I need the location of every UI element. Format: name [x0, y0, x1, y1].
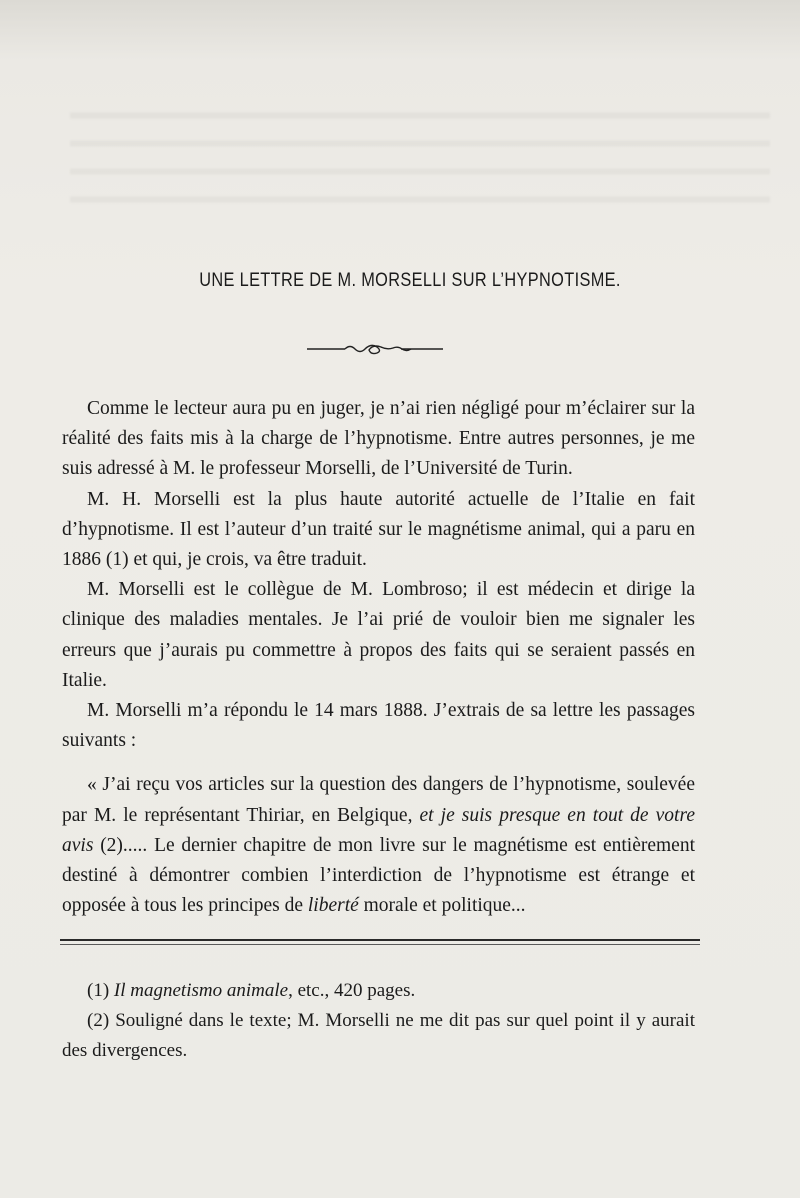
footnote-2-text: Souligné dans le texte; M. Morselli ne me dit pas sur quel point il y aurait des divergences. [62, 1010, 695, 1061]
paragraph-2: M. H. Morselli est la plus haute autorité actuelle de l’Italie en fait d’hypnotisme. Il est l’auteur d’un traité sur le magnétisme animal, qui a paru en 1886 (1) et qui, je crois, va être traduit. [62, 488, 695, 571]
show-through-text [70, 92, 770, 212]
footnote-1-marker: (1) [87, 980, 110, 1001]
footnote-1 [62, 976, 695, 1006]
quote-part-3: morale et politique... [358, 895, 526, 917]
paragraph-3: M. Morselli est le collègue de M. Lombroso; il est médecin et dirige la clinique des maladies mentales. Je l’ai prié de vouloir bien me signaler les erreurs que j’aurais pu commettre à propos des faits qui se seraient passés en Italie. [62, 579, 695, 691]
paragraph-1: Comme le lecteur aura pu en juger, je n’ai rien négligé pour m’éclairer sur la réalité des faits mis à la charge de l’hypnotisme. Entre autres personnes, je me suis adressé à M. le professeur Morselli, de l’Université de Turin. [62, 398, 695, 480]
footnote-1-rest: , etc., 420 pages. [288, 980, 416, 1001]
quote-italic-2: liberté [307, 895, 359, 917]
paragraph-4: M. Morselli m’a répondu le 14 mars 1888. J’extrais de sa lettre les passages suivants : [62, 700, 695, 752]
quote-part-1: « J’ai reçu vos articles sur la question des dangers de l’hypnotisme, soulevée par M. le représentant Thiriar, en Belgique, [62, 774, 695, 826]
quoted-letter [62, 770, 695, 921]
quote-part-2: (2)..... Le dernier chapitre de mon livre sur le magnétisme est entièrement destiné à démontrer combien l’interdiction de l’hypnotisme est étrange et opposée à tous les principes de [62, 834, 695, 917]
quote-italic-1: et je suis presque en tout de votre avis [62, 804, 695, 856]
footnote-2-marker: (2) [87, 1010, 110, 1031]
footnotes [62, 976, 695, 1066]
ornament-divider [305, 338, 445, 358]
article-body [62, 394, 695, 921]
footnote-1-title: Il magnetismo animale [113, 980, 289, 1001]
footnote-2 [62, 1006, 695, 1066]
footnote-rule [60, 939, 700, 945]
article-title: UNE LETTRE DE M. MORSELLI SUR L’HYPNOTISME. [199, 270, 621, 291]
